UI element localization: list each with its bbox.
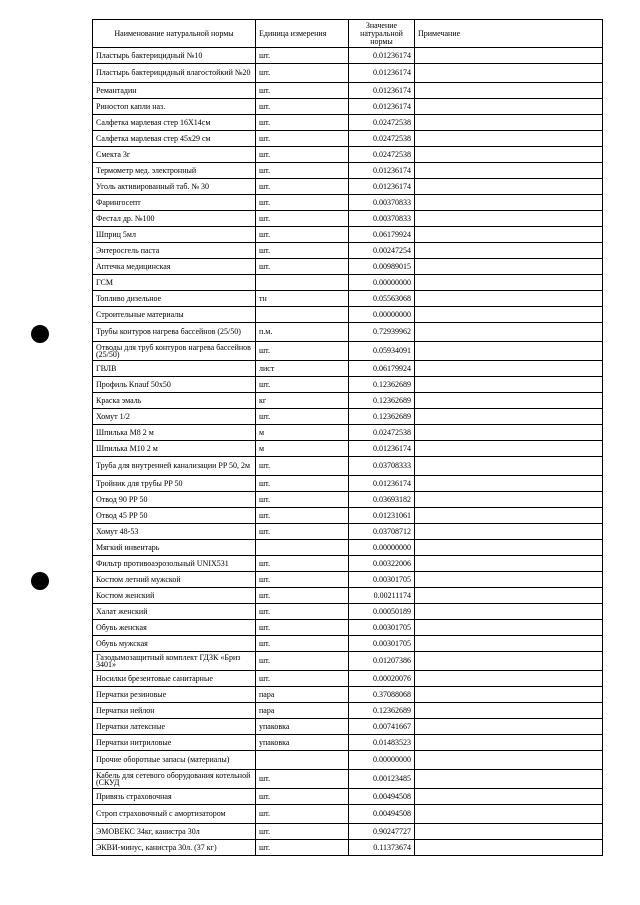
row-name: Хомут 1/2 bbox=[93, 409, 256, 425]
row-name: Хомут 48-53 bbox=[93, 524, 256, 540]
row-note bbox=[415, 393, 603, 409]
table-row bbox=[93, 377, 603, 393]
row-value: 0.00000000 bbox=[349, 751, 415, 770]
row-value: 0.00494508 bbox=[349, 805, 415, 824]
row-name: Мягкий инвентарь bbox=[93, 540, 256, 556]
row-value: 0.00494508 bbox=[349, 789, 415, 805]
row-value: 0.01236174 bbox=[349, 163, 415, 179]
table-row bbox=[93, 342, 603, 361]
row-name: Перчатки нитриловые bbox=[93, 735, 256, 751]
row-unit: пара bbox=[256, 687, 349, 703]
punch-hole bbox=[31, 325, 49, 343]
row-note bbox=[415, 805, 603, 824]
row-unit bbox=[256, 307, 349, 323]
row-value: 0.00370833 bbox=[349, 211, 415, 227]
table-row bbox=[93, 572, 603, 588]
row-note bbox=[415, 476, 603, 492]
row-unit: шт. bbox=[256, 840, 349, 856]
row-name: Фильтр противоаэрозольный UNIX531 bbox=[93, 556, 256, 572]
row-value: 0.01236174 bbox=[349, 476, 415, 492]
row-note bbox=[415, 636, 603, 652]
row-unit: шт. bbox=[256, 179, 349, 195]
row-note bbox=[415, 99, 603, 115]
row-unit: шт. bbox=[256, 115, 349, 131]
row-note bbox=[415, 275, 603, 291]
row-value: 0.01236174 bbox=[349, 441, 415, 457]
row-unit: шт. bbox=[256, 824, 349, 840]
table-row bbox=[93, 131, 603, 147]
row-name: Труба для внутренней канализации PP 50, 2м bbox=[93, 457, 256, 476]
row-note bbox=[415, 211, 603, 227]
row-name: ГСМ bbox=[93, 275, 256, 291]
row-name: ЭКВИ-минус, канистра 30л. (37 кг) bbox=[93, 840, 256, 856]
table-row bbox=[93, 323, 603, 342]
row-name: Пластырь бактерицидный №10 bbox=[93, 48, 256, 64]
table-row bbox=[93, 824, 603, 840]
row-note bbox=[415, 64, 603, 83]
row-unit: шт. bbox=[256, 48, 349, 64]
table-row bbox=[93, 48, 603, 64]
row-name: Тройник для трубы PP 50 bbox=[93, 476, 256, 492]
row-name: Термометр мед. электронный bbox=[93, 163, 256, 179]
table-row bbox=[93, 259, 603, 275]
row-note bbox=[415, 620, 603, 636]
row-name: Салфетка марлевая стер 16Х14см bbox=[93, 115, 256, 131]
row-value: 0.05934091 bbox=[349, 342, 415, 361]
row-unit: пара bbox=[256, 703, 349, 719]
row-name: Трубы контуров нагрева бассейнов (25/50) bbox=[93, 323, 256, 342]
row-value: 0.12362689 bbox=[349, 377, 415, 393]
row-unit: тн bbox=[256, 291, 349, 307]
table-row bbox=[93, 540, 603, 556]
row-value: 0.02472538 bbox=[349, 115, 415, 131]
row-note bbox=[415, 425, 603, 441]
table-row bbox=[93, 604, 603, 620]
row-unit: шт. bbox=[256, 131, 349, 147]
table-header-row bbox=[93, 20, 603, 48]
row-unit: шт. bbox=[256, 409, 349, 425]
row-name: Перчатки резиновые bbox=[93, 687, 256, 703]
row-unit: м bbox=[256, 441, 349, 457]
table-row bbox=[93, 147, 603, 163]
row-name: Костюм женский bbox=[93, 588, 256, 604]
row-value: 0.00000000 bbox=[349, 540, 415, 556]
row-name: Перчатки нейлон bbox=[93, 703, 256, 719]
row-note bbox=[415, 840, 603, 856]
table-row bbox=[93, 620, 603, 636]
row-note bbox=[415, 195, 603, 211]
table-row bbox=[93, 163, 603, 179]
row-value: 0.00301705 bbox=[349, 620, 415, 636]
header-unit: Единица измерения bbox=[256, 20, 349, 48]
table-row bbox=[93, 99, 603, 115]
row-unit bbox=[256, 751, 349, 770]
row-note bbox=[415, 48, 603, 64]
row-value: 0.02472538 bbox=[349, 147, 415, 163]
row-unit: шт. bbox=[256, 457, 349, 476]
row-note bbox=[415, 323, 603, 342]
row-note bbox=[415, 115, 603, 131]
row-unit: шт. bbox=[256, 636, 349, 652]
table-row bbox=[93, 227, 603, 243]
row-unit: шт. bbox=[256, 259, 349, 275]
table-row bbox=[93, 556, 603, 572]
row-name: Привязь страховочная bbox=[93, 789, 256, 805]
row-name: Кабель для сетевого оборудования котельной (СКУД bbox=[93, 770, 256, 789]
header-name: Наименование натуральной нормы bbox=[93, 20, 256, 48]
table-row bbox=[93, 457, 603, 476]
row-note bbox=[415, 409, 603, 425]
row-note bbox=[415, 147, 603, 163]
row-note bbox=[415, 789, 603, 805]
row-value: 0.00989015 bbox=[349, 259, 415, 275]
table-row bbox=[93, 425, 603, 441]
table-row bbox=[93, 291, 603, 307]
row-note bbox=[415, 342, 603, 361]
row-value: 0.01207386 bbox=[349, 652, 415, 671]
row-unit: м bbox=[256, 425, 349, 441]
row-name: Салфетка марлевая стер 45х29 см bbox=[93, 131, 256, 147]
row-name: Газодымозащитный комплект ГДЗК «Бриз 3401» bbox=[93, 652, 256, 671]
row-value: 0.00741667 bbox=[349, 719, 415, 735]
row-note bbox=[415, 508, 603, 524]
row-value: 0.01236174 bbox=[349, 179, 415, 195]
row-name: Уголь активированный таб. № 30 bbox=[93, 179, 256, 195]
row-note bbox=[415, 770, 603, 789]
row-name: Ремантадин bbox=[93, 83, 256, 99]
row-value: 0.02472538 bbox=[349, 131, 415, 147]
row-note bbox=[415, 163, 603, 179]
row-note bbox=[415, 524, 603, 540]
row-note bbox=[415, 131, 603, 147]
row-name: Отвод 45 PP 50 bbox=[93, 508, 256, 524]
row-note bbox=[415, 572, 603, 588]
row-value: 0.00247254 bbox=[349, 243, 415, 259]
row-unit: шт. bbox=[256, 604, 349, 620]
table-row bbox=[93, 361, 603, 377]
row-name: Топливо дизельное bbox=[93, 291, 256, 307]
row-value: 0.00370833 bbox=[349, 195, 415, 211]
row-name: Отводы для труб контуров нагрева бассейнов (25/50) bbox=[93, 342, 256, 361]
row-unit: шт. bbox=[256, 770, 349, 789]
row-unit: шт. bbox=[256, 342, 349, 361]
row-unit bbox=[256, 540, 349, 556]
header-value: Значение натуральной нормы bbox=[349, 20, 415, 48]
row-unit: шт. bbox=[256, 588, 349, 604]
header-note: Примечание bbox=[415, 20, 603, 48]
row-value: 0.12362689 bbox=[349, 409, 415, 425]
row-value: 0.37088068 bbox=[349, 687, 415, 703]
row-unit: шт. bbox=[256, 524, 349, 540]
row-value: 0.00301705 bbox=[349, 636, 415, 652]
row-name: Обувь мужская bbox=[93, 636, 256, 652]
row-note bbox=[415, 307, 603, 323]
row-value: 0.00020076 bbox=[349, 671, 415, 687]
row-unit: кг bbox=[256, 393, 349, 409]
row-value: 0.00000000 bbox=[349, 275, 415, 291]
row-note bbox=[415, 604, 603, 620]
table-row bbox=[93, 524, 603, 540]
row-note bbox=[415, 719, 603, 735]
table-row bbox=[93, 652, 603, 671]
row-note bbox=[415, 259, 603, 275]
table-row bbox=[93, 719, 603, 735]
table-row bbox=[93, 243, 603, 259]
row-value: 0.05563068 bbox=[349, 291, 415, 307]
row-name: Фестал др. №100 bbox=[93, 211, 256, 227]
row-value: 0.00050189 bbox=[349, 604, 415, 620]
row-name: Фарингосепт bbox=[93, 195, 256, 211]
row-name: Обувь женская bbox=[93, 620, 256, 636]
row-value: 0.72939962 bbox=[349, 323, 415, 342]
table-row bbox=[93, 211, 603, 227]
row-note bbox=[415, 179, 603, 195]
row-note bbox=[415, 751, 603, 770]
row-name: Краска эмаль bbox=[93, 393, 256, 409]
table-row bbox=[93, 307, 603, 323]
table-row bbox=[93, 476, 603, 492]
row-unit: шт. bbox=[256, 377, 349, 393]
row-note bbox=[415, 83, 603, 99]
row-value: 0.90247727 bbox=[349, 824, 415, 840]
row-name: Пластырь бактерицидный влагостойкий №20 bbox=[93, 64, 256, 83]
row-value: 0.00123485 bbox=[349, 770, 415, 789]
row-unit: п.м. bbox=[256, 323, 349, 342]
row-unit: шт. bbox=[256, 572, 349, 588]
table-row bbox=[93, 409, 603, 425]
row-unit: шт. bbox=[256, 243, 349, 259]
row-unit: шт. bbox=[256, 556, 349, 572]
row-unit: шт. bbox=[256, 83, 349, 99]
row-unit: упаковка bbox=[256, 735, 349, 751]
row-value: 0.00000000 bbox=[349, 307, 415, 323]
row-name: Профиль Knauf 50х50 bbox=[93, 377, 256, 393]
row-note bbox=[415, 457, 603, 476]
row-note bbox=[415, 243, 603, 259]
row-value: 0.01236174 bbox=[349, 48, 415, 64]
row-unit: шт. bbox=[256, 147, 349, 163]
row-name: Аптечка медицинская bbox=[93, 259, 256, 275]
row-name: ГВЛВ bbox=[93, 361, 256, 377]
row-value: 0.12362689 bbox=[349, 393, 415, 409]
table-row bbox=[93, 64, 603, 83]
row-name: Энтеросгель паста bbox=[93, 243, 256, 259]
row-value: 0.00301705 bbox=[349, 572, 415, 588]
row-note bbox=[415, 227, 603, 243]
row-note bbox=[415, 671, 603, 687]
table-row bbox=[93, 671, 603, 687]
row-unit: шт. bbox=[256, 64, 349, 83]
row-note bbox=[415, 824, 603, 840]
punch-hole bbox=[31, 572, 49, 590]
row-unit: шт. bbox=[256, 227, 349, 243]
table-row bbox=[93, 393, 603, 409]
row-value: 0.01236174 bbox=[349, 99, 415, 115]
table-row bbox=[93, 441, 603, 457]
row-unit: шт. bbox=[256, 195, 349, 211]
row-note bbox=[415, 361, 603, 377]
row-name: ЭМОВЕКС 34кг, канистра 30л bbox=[93, 824, 256, 840]
row-name: Шпилька М8 2 м bbox=[93, 425, 256, 441]
row-note bbox=[415, 540, 603, 556]
row-value: 0.12362689 bbox=[349, 703, 415, 719]
row-unit: шт. bbox=[256, 211, 349, 227]
row-value: 0.11373674 bbox=[349, 840, 415, 856]
row-name: Отвод 90 PP 50 bbox=[93, 492, 256, 508]
table-row bbox=[93, 636, 603, 652]
row-note bbox=[415, 377, 603, 393]
row-name: Халат женский bbox=[93, 604, 256, 620]
table-row bbox=[93, 588, 603, 604]
table-row bbox=[93, 735, 603, 751]
row-note bbox=[415, 441, 603, 457]
table-body bbox=[93, 48, 603, 856]
row-note bbox=[415, 652, 603, 671]
row-value: 0.00322006 bbox=[349, 556, 415, 572]
table-row bbox=[93, 83, 603, 99]
row-unit: шт. bbox=[256, 163, 349, 179]
table-row bbox=[93, 840, 603, 856]
row-name: Строительные материалы bbox=[93, 307, 256, 323]
row-value: 0.03693182 bbox=[349, 492, 415, 508]
row-name: Прочие оборотные запасы (материалы) bbox=[93, 751, 256, 770]
row-unit: шт. bbox=[256, 99, 349, 115]
table-row bbox=[93, 195, 603, 211]
row-value: 0.02472538 bbox=[349, 425, 415, 441]
row-unit: шт. bbox=[256, 671, 349, 687]
row-unit: упаковка bbox=[256, 719, 349, 735]
row-note bbox=[415, 556, 603, 572]
table-row bbox=[93, 703, 603, 719]
row-value: 0.01231061 bbox=[349, 508, 415, 524]
row-value: 0.01483523 bbox=[349, 735, 415, 751]
row-name: Перчатки латексные bbox=[93, 719, 256, 735]
table-row bbox=[93, 179, 603, 195]
row-unit: шт. bbox=[256, 620, 349, 636]
row-unit: шт. bbox=[256, 789, 349, 805]
row-note bbox=[415, 588, 603, 604]
row-note bbox=[415, 291, 603, 307]
row-unit: шт. bbox=[256, 508, 349, 524]
table-row bbox=[93, 687, 603, 703]
table-row bbox=[93, 508, 603, 524]
table-row bbox=[93, 770, 603, 789]
table-row bbox=[93, 751, 603, 770]
row-name: Смекта 3г bbox=[93, 147, 256, 163]
row-note bbox=[415, 492, 603, 508]
table-row bbox=[93, 492, 603, 508]
row-note bbox=[415, 735, 603, 751]
row-unit: шт. bbox=[256, 492, 349, 508]
row-name: Костюм летний мужской bbox=[93, 572, 256, 588]
row-unit: шт. bbox=[256, 652, 349, 671]
row-value: 0.03708333 bbox=[349, 457, 415, 476]
table-row bbox=[93, 275, 603, 291]
row-name: Носилки брезентовые санитарные bbox=[93, 671, 256, 687]
row-unit: шт. bbox=[256, 805, 349, 824]
row-value: 0.06179924 bbox=[349, 227, 415, 243]
row-name: Шпилька М10 2 м bbox=[93, 441, 256, 457]
row-value: 0.03708712 bbox=[349, 524, 415, 540]
row-unit bbox=[256, 275, 349, 291]
row-name: Риностоп капли наз. bbox=[93, 99, 256, 115]
row-value: 0.01236174 bbox=[349, 83, 415, 99]
row-value: 0.00211174 bbox=[349, 588, 415, 604]
row-value: 0.06179924 bbox=[349, 361, 415, 377]
table-row bbox=[93, 115, 603, 131]
row-note bbox=[415, 703, 603, 719]
row-note bbox=[415, 687, 603, 703]
table-row bbox=[93, 805, 603, 824]
norms-table bbox=[92, 19, 603, 856]
row-value: 0.01236174 bbox=[349, 64, 415, 83]
row-unit: шт. bbox=[256, 476, 349, 492]
row-unit: лист bbox=[256, 361, 349, 377]
row-name: Шприц 5мл bbox=[93, 227, 256, 243]
table-row bbox=[93, 789, 603, 805]
row-name: Строп страховочный с амортизатором bbox=[93, 805, 256, 824]
